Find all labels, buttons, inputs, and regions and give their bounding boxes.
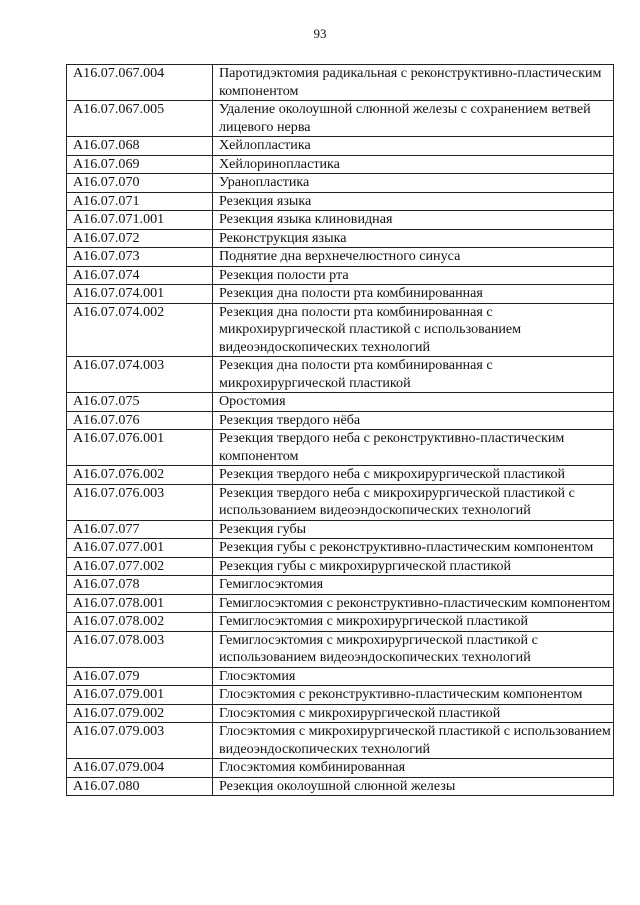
procedure-code-cell: A16.07.071.001 — [67, 211, 213, 230]
procedure-code-cell: A16.07.073 — [67, 248, 213, 267]
procedure-name-cell: Резекция твердого неба с микрохирургической пластикой с использованием видеоэндоскопических технологий — [213, 484, 614, 520]
table-row — [67, 430, 614, 466]
procedure-name-cell: Резекция полости рта — [213, 266, 614, 285]
procedure-code-cell: A16.07.070 — [67, 174, 213, 193]
procedure-code-cell: A16.07.075 — [67, 393, 213, 412]
procedure-name-cell: Реконструкция языка — [213, 229, 614, 248]
table-row — [67, 723, 614, 759]
table-row — [67, 557, 614, 576]
procedure-code-cell: A16.07.078.001 — [67, 594, 213, 613]
table-row — [67, 466, 614, 485]
procedure-name-cell: Гемиглосэктомия — [213, 576, 614, 595]
procedure-name-cell: Резекция дна полости рта комбинированная — [213, 285, 614, 304]
table-row — [67, 155, 614, 174]
procedure-name-cell: Резекция языка клиновидная — [213, 211, 614, 230]
procedure-name-cell: Резекция околоушной слюнной железы — [213, 777, 614, 796]
procedure-name-cell: Резекция дна полости рта комбинированная с микрохирургической пластикой с использованием видеоэндоскопических технологий — [213, 303, 614, 357]
procedure-name-cell: Гемиглосэктомия с микрохирургической пластикой с использованием видеоэндоскопических технологий — [213, 631, 614, 667]
procedure-name-cell: Глосэктомия комбинированная — [213, 759, 614, 778]
procedure-code-cell: A16.07.077.001 — [67, 539, 213, 558]
table-row — [67, 192, 614, 211]
procedure-code-cell: A16.07.080 — [67, 777, 213, 796]
table-row — [67, 248, 614, 267]
procedure-name-cell: Глосэктомия — [213, 667, 614, 686]
procedure-code-cell: A16.07.067.004 — [67, 65, 213, 101]
procedure-name-cell: Паротидэктомия радикальная с реконструктивно-пластическим компонентом — [213, 65, 614, 101]
procedure-code-cell: A16.07.068 — [67, 137, 213, 156]
procedure-code-cell: A16.07.078 — [67, 576, 213, 595]
procedure-code-cell: A16.07.077.002 — [67, 557, 213, 576]
procedure-name-cell: Хейлоринопластика — [213, 155, 614, 174]
table-row — [67, 137, 614, 156]
table-row — [67, 266, 614, 285]
table-row — [67, 65, 614, 101]
procedure-code-cell: A16.07.076.002 — [67, 466, 213, 485]
procedure-name-cell: Удаление околоушной слюнной железы с сохранением ветвей лицевого нерва — [213, 101, 614, 137]
procedure-code-cell: A16.07.074 — [67, 266, 213, 285]
procedure-code-cell: A16.07.076 — [67, 411, 213, 430]
procedure-name-cell: Оростомия — [213, 393, 614, 412]
procedure-name-cell: Глосэктомия с микрохирургической пластикой — [213, 704, 614, 723]
procedure-name-cell: Гемиглосэктомия с реконструктивно-пластическим компонентом — [213, 594, 614, 613]
table-row — [67, 211, 614, 230]
procedure-code-cell: A16.07.079 — [67, 667, 213, 686]
table-row — [67, 484, 614, 520]
table-row — [67, 229, 614, 248]
procedure-code-cell: A16.07.078.003 — [67, 631, 213, 667]
table-row — [67, 631, 614, 667]
table-row — [67, 520, 614, 539]
procedure-code-cell: A16.07.071 — [67, 192, 213, 211]
procedure-code-cell: A16.07.069 — [67, 155, 213, 174]
table-row — [67, 777, 614, 796]
table-row — [67, 759, 614, 778]
procedure-code-cell: A16.07.078.002 — [67, 613, 213, 632]
procedure-code-cell: A16.07.074.003 — [67, 357, 213, 393]
table-row — [67, 101, 614, 137]
table-body — [67, 65, 614, 796]
table-row — [67, 594, 614, 613]
procedure-code-cell: A16.07.079.001 — [67, 686, 213, 705]
table-row — [67, 357, 614, 393]
procedure-name-cell: Глосэктомия с микрохирургической пластикой с использованием видеоэндоскопических технологий — [213, 723, 614, 759]
table-row — [67, 667, 614, 686]
page-number: 93 — [313, 26, 327, 41]
procedure-code-cell: A16.07.076.001 — [67, 430, 213, 466]
table-row — [67, 285, 614, 304]
procedure-name-cell: Хейлопластика — [213, 137, 614, 156]
table-row — [67, 704, 614, 723]
procedure-code-cell: A16.07.072 — [67, 229, 213, 248]
procedure-codes-table — [66, 64, 614, 796]
procedure-code-cell: A16.07.079.003 — [67, 723, 213, 759]
table-row — [67, 393, 614, 412]
procedure-name-cell: Гемиглосэктомия с микрохирургической пластикой — [213, 613, 614, 632]
procedure-name-cell: Резекция губы с микрохирургической пластикой — [213, 557, 614, 576]
procedure-code-cell: A16.07.077 — [67, 520, 213, 539]
procedure-code-cell: A16.07.079.002 — [67, 704, 213, 723]
table-row — [67, 303, 614, 357]
procedure-code-cell: A16.07.079.004 — [67, 759, 213, 778]
procedure-name-cell: Резекция твердого нёба — [213, 411, 614, 430]
procedure-code-cell: A16.07.074.001 — [67, 285, 213, 304]
table-row — [67, 576, 614, 595]
table-row — [67, 174, 614, 193]
procedure-name-cell: Резекция дна полости рта комбинированная с микрохирургической пластикой — [213, 357, 614, 393]
procedure-name-cell: Поднятие дна верхнечелюстного синуса — [213, 248, 614, 267]
table-row — [67, 539, 614, 558]
procedure-code-cell: A16.07.076.003 — [67, 484, 213, 520]
table-row — [67, 686, 614, 705]
procedure-name-cell: Резекция губы с реконструктивно-пластическим компонентом — [213, 539, 614, 558]
procedure-name-cell: Резекция твердого неба с реконструктивно-пластическим компонентом — [213, 430, 614, 466]
procedure-code-cell: A16.07.074.002 — [67, 303, 213, 357]
procedure-name-cell: Уранопластика — [213, 174, 614, 193]
procedure-code-cell: A16.07.067.005 — [67, 101, 213, 137]
table-row — [67, 613, 614, 632]
procedure-name-cell: Резекция языка — [213, 192, 614, 211]
procedure-name-cell: Глосэктомия с реконструктивно-пластическим компонентом — [213, 686, 614, 705]
procedure-name-cell: Резекция твердого неба с микрохирургической пластикой — [213, 466, 614, 485]
procedure-name-cell: Резекция губы — [213, 520, 614, 539]
table-row — [67, 411, 614, 430]
